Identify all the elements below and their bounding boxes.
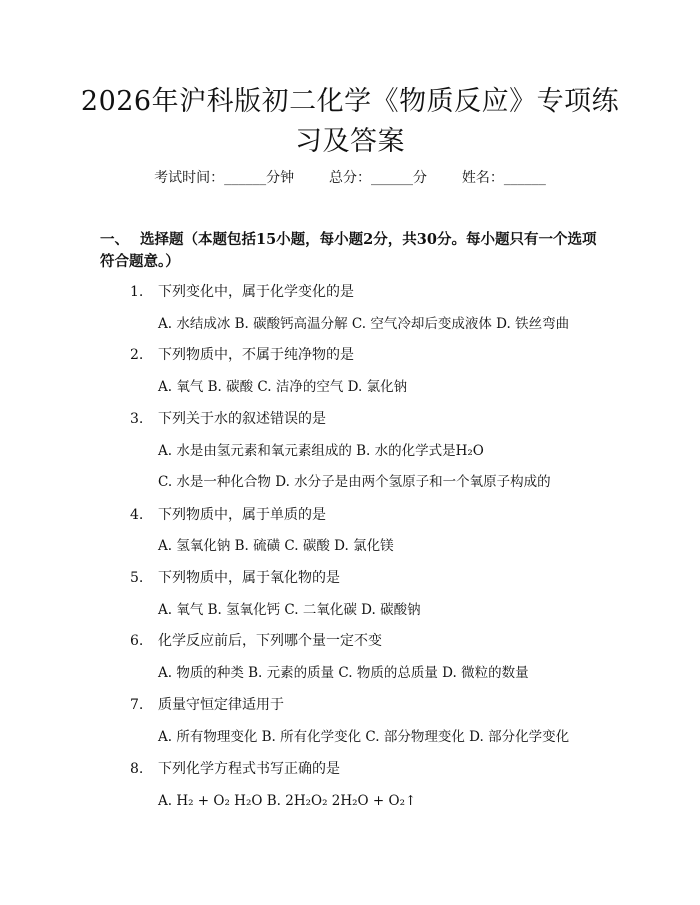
question-8 <box>130 759 340 779</box>
score-label: 总分： <box>329 170 371 186</box>
question-number: 8. <box>130 761 144 777</box>
question-2 <box>130 345 354 365</box>
question-text: 质量守恒定律适用于 <box>158 697 284 713</box>
question-4-options: A. 氢氧化钠 B. 硫磺 C. 碳酸 D. 氯化镁 <box>158 538 394 554</box>
question-text: 下列化学方程式书写正确的是 <box>158 761 340 777</box>
document-title <box>60 82 640 162</box>
question-1-options: A. 水结成冰 B. 碳酸钙高温分解 C. 空气冷却后变成液体 D. 铁丝弯曲 <box>158 316 570 332</box>
question-number: 5. <box>130 570 144 586</box>
question-number: 1. <box>130 284 144 300</box>
section-number: 一、 <box>100 231 129 248</box>
score-blank: ______ <box>371 170 413 186</box>
question-number: 3. <box>130 411 144 427</box>
question-5-options: A. 氧气 B. 氢氧化钙 C. 二氧化碳 D. 碳酸钠 <box>158 602 421 618</box>
question-3 <box>130 409 326 429</box>
question-number: 6. <box>130 633 144 649</box>
score-unit: 分 <box>413 170 427 186</box>
question-2-options: A. 氧气 B. 碳酸 C. 洁净的空气 D. 氯化钠 <box>158 379 408 395</box>
time-blank: ______ <box>224 170 267 186</box>
exam-info-line <box>0 168 700 188</box>
question-1 <box>130 282 354 302</box>
time-label: 考试时间： <box>154 170 225 186</box>
question-6 <box>130 631 382 651</box>
question-7-options: A. 所有物理变化 B. 所有化学变化 C. 部分物理变化 D. 部分化学变化 <box>158 729 570 745</box>
question-number: 4. <box>130 507 144 523</box>
section-heading <box>100 229 600 273</box>
question-3-options-line-1: A. 水是由氢元素和氧元素组成的 B. 水的化学式是H₂O <box>158 443 484 459</box>
question-text: 下列关于水的叙述错误的是 <box>158 411 326 427</box>
question-5 <box>130 568 340 588</box>
question-4 <box>130 505 326 525</box>
question-number: 7. <box>130 697 144 713</box>
title-line-1: 2026年沪科版初二化学《物质反应》专项练 <box>80 86 620 117</box>
question-text: 下列物质中，不属于纯净物的是 <box>158 347 354 363</box>
name-label: 姓名： <box>461 170 504 186</box>
question-text: 下列物质中，属于单质的是 <box>158 507 326 523</box>
question-number: 2. <box>130 347 144 363</box>
name-blank: ______ <box>503 170 546 186</box>
question-text: 化学反应前后，下列哪个量一定不变 <box>158 633 382 649</box>
question-text: 下列物质中，属于氧化物的是 <box>158 570 340 586</box>
question-7 <box>130 695 284 715</box>
title-line-2: 习及答案 <box>295 126 405 157</box>
question-6-options: A. 物质的种类 B. 元素的质量 C. 物质的总质量 D. 微粒的数量 <box>158 665 529 681</box>
question-3-options-line-2: C. 水是一种化合物 D. 水分子是由两个氢原子和一个氧原子构成的 <box>158 474 551 490</box>
section-text: 选择题（本题包括15小题，每小题2分，共30分。每小题只有一个选项符合题意。） <box>100 231 597 270</box>
time-unit: 分钟 <box>266 170 295 186</box>
question-8-options: A. H₂ + O₂ H₂O B. 2H₂O₂ 2H₂O + O₂↑ <box>158 793 417 809</box>
question-text: 下列变化中，属于化学变化的是 <box>158 284 354 300</box>
